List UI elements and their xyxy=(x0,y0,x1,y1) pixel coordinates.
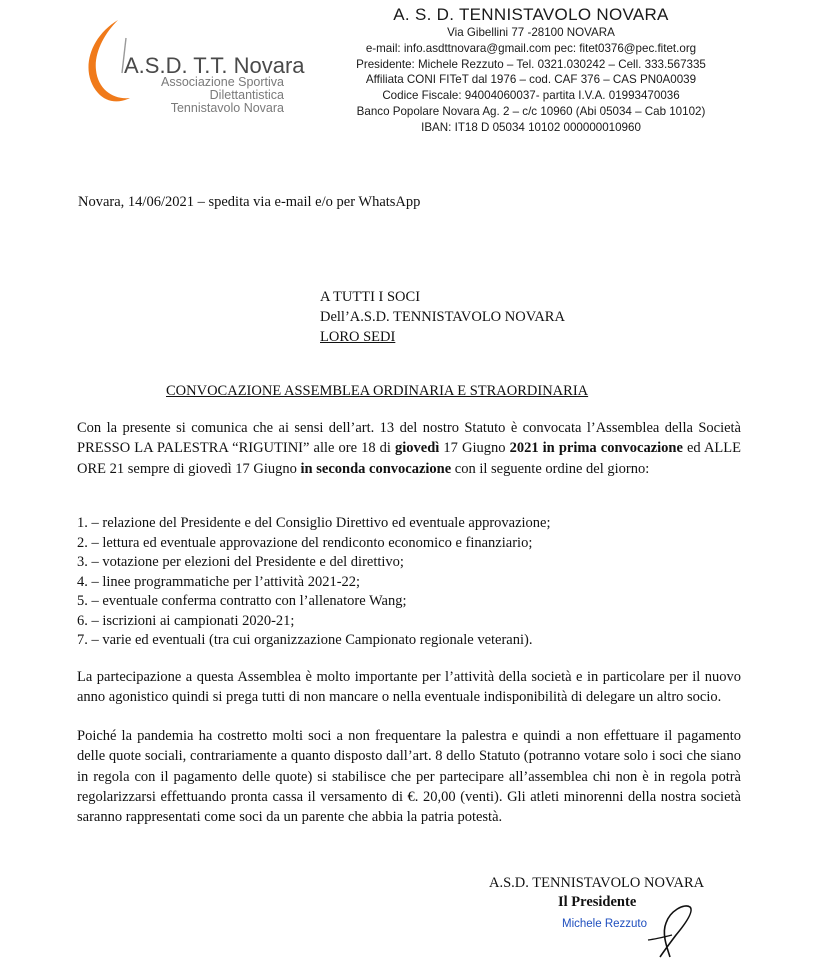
club-logo xyxy=(78,18,305,118)
signature-name: Michele Rezzuto xyxy=(562,918,648,930)
subject-heading: CONVOCAZIONE ASSEMBLEA ORDINARIA E STRAORDINARIA xyxy=(166,383,589,399)
affiliation-line: Affiliata CONI FITeT dal 1976 – cod. CAF 376 – CAS PN0A0039 xyxy=(365,73,697,87)
agenda-list xyxy=(77,514,551,651)
intro-bold-3: in seconda convocazione xyxy=(300,460,452,477)
agenda-item: 4. – linee programmatiche per l’attività 2021-22; xyxy=(77,573,361,590)
recipient-line-2: Dell’A.S.D. TENNISTAVOLO NOVARA xyxy=(320,309,565,325)
intro-text-3: ed ALLE ORE 21 sempre di giovedì 17 Giugno xyxy=(77,440,741,477)
logo-title: A.S.D. T.T. Novara xyxy=(124,53,305,78)
agenda-item: 6. – iscrizioni ai campionati 2020-21; xyxy=(77,612,295,629)
intro-bold-2: 2021 in prima convocazione xyxy=(509,440,683,457)
intro-text-4: con il seguente ordine del giorno: xyxy=(451,460,650,477)
president-line: Presidente: Michele Rezzuto – Tel. 0321.030242 – Cell. 333.567335 xyxy=(356,57,706,71)
signature-role: Il Presidente xyxy=(558,894,637,910)
recipient-line-3: LORO SEDI xyxy=(320,329,396,345)
participation-paragraph: La partecipazione a questa Assemblea è molto importante per l’attività della società e in particolare per il nuovo anno agonistico quindi si prega tutti di non mancare o nella eventuale indisponibilità di delegare un altro socio. xyxy=(77,669,741,706)
address-line: Via Gibellini 77 -28100 NOVARA xyxy=(447,26,615,39)
email-line: e-mail: info.asdttnovara@gmail.com pec: fitet0376@pec.fitet.org xyxy=(365,41,697,55)
agenda-item: 7. – varie ed eventuali (tra cui organizzazione Campionato regionale veterani). xyxy=(77,632,533,648)
agenda-item: 5. – eventuale conferma contratto con l’allenatore Wang; xyxy=(77,593,407,609)
logo-subtitle-1: Associazione Sportiva xyxy=(161,75,284,89)
signature-org: A.S.D. TENNISTAVOLO NOVARA xyxy=(489,875,705,891)
intro-paragraph xyxy=(77,418,741,479)
tax-code-line: Codice Fiscale: 94004060037- partita I.V.A. 01993470036 xyxy=(382,89,680,103)
recipient-line-1: A TUTTI I SOCI xyxy=(320,289,421,305)
bank-line: Banco Popolare Novara Ag. 2 – c/c 10960 (Abi 05034 – Cab 10102) xyxy=(356,104,706,118)
agenda-item: 1. – relazione del Presidente e del Consiglio Direttivo ed eventuale approvazione; xyxy=(77,515,551,531)
intro-text-2: 17 Giugno xyxy=(439,440,510,457)
date-line: Novara, 14/06/2021 – spedita via e-mail e/o per WhatsApp xyxy=(78,194,421,210)
intro-bold-1: giovedì xyxy=(395,440,440,457)
recipients-block xyxy=(320,287,565,347)
intro-text-1: Con la presente si comunica che ai sensi dell’art. 13 del nostro Statuto è convocata l’Assemblea della Società PRESSO LA PALESTRA “RIGUTINI” alle ore 18 di xyxy=(77,420,741,457)
iban-line: IBAN: IT18 D 05034 10102 000000010960 xyxy=(421,120,641,134)
letterhead xyxy=(336,5,726,136)
logo-subtitle-3: Tennistavolo Novara xyxy=(170,101,284,115)
agenda-item: 2. – lettura ed eventuale approvazione del rendiconto economico e finanziario; xyxy=(77,534,533,551)
logo-subtitle-2: Dilettantistica xyxy=(209,88,284,102)
handwritten-signature-icon xyxy=(640,895,700,958)
org-name: A. S. D. TENNISTAVOLO NOVARA xyxy=(393,5,669,24)
agenda-item: 3. – votazione per elezioni del Presidente e del direttivo; xyxy=(77,554,404,570)
pandemia-paragraph: Poiché la pandemia ha costretto molti soci a non frequentare la palestra e quindi a non effettuare il pagamento delle quote sociali, contrariamente a quanto disposto dall’art. 8 dello Statuto (potranno votare solo i soci che siano in regola con il pagamento delle quote) si stabilisce che per partecipare all’assemblea chi non è in regola potrà regolarizzarsi effettuando pronta cassa il versamento di €. 20,00 (venti). Gli atleti minorenni della nostra società saranno rappresentati come soci da un parente che abbia la patria potestà. xyxy=(77,728,741,826)
